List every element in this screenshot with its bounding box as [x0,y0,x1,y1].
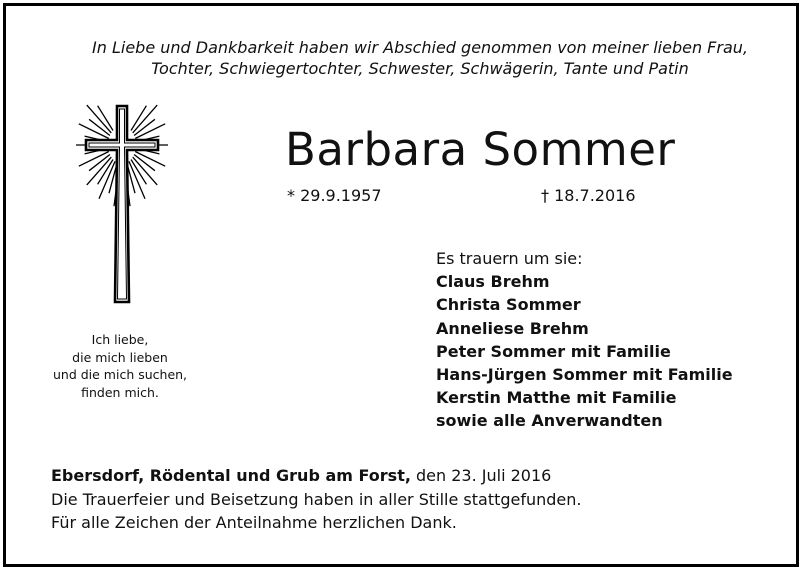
death-date: † 18.7.2016 [541,186,636,205]
intro-line: Tochter, Schwiegertochter, Schwester, Schwägerin, Tante und Patin [151,59,689,78]
deceased-name: Barbara Sommer [285,123,676,176]
mourners-heading: Es trauern um sie: [436,249,583,268]
mourner-name: Christa Sommer [436,295,581,315]
mourner-name: sowie alle Anverwandten [436,411,663,431]
footer-date: den 23. Juli 2016 [410,466,552,485]
mourner-name: Hans-Jürgen Sommer mit Familie [436,365,733,385]
cross-with-rays-icon [72,98,172,312]
mourner-name: Peter Sommer mit Familie [436,341,671,361]
quote-line: und die mich suchen, [52,367,188,382]
mourner-name: Kerstin Matthe mit Familie [436,388,677,408]
quote-line: Ich liebe, [91,332,149,347]
quote-line: finden mich. [81,384,159,400]
ray-line [87,105,112,133]
mourner-name: Claus Brehm [436,272,550,292]
mourner-name: Anneliese Brehm [436,318,589,338]
ray-line [87,157,112,185]
intro-text [60,37,780,79]
footer-place: Ebersdorf, Rödental und Grub am Forst, [51,466,411,485]
footer-line: Für alle Zeichen der Anteilnahme herzlichen Dank. [51,513,457,532]
footer [51,464,582,535]
birth-date: * 29.9.1957 [287,186,382,205]
quote-line: die mich lieben [72,349,168,365]
ray-line [133,157,158,185]
footer-line: Die Trauerfeier und Beisetzung haben in aller Stille stattgefunden. [51,489,582,509]
quote [20,331,220,401]
ray-line [133,105,158,133]
intro-line: In Liebe und Dankbarkeit haben wir Abschied genommen von meiner lieben Frau, [92,38,748,57]
footer-place-date [51,464,582,488]
mourners-list [436,247,733,433]
